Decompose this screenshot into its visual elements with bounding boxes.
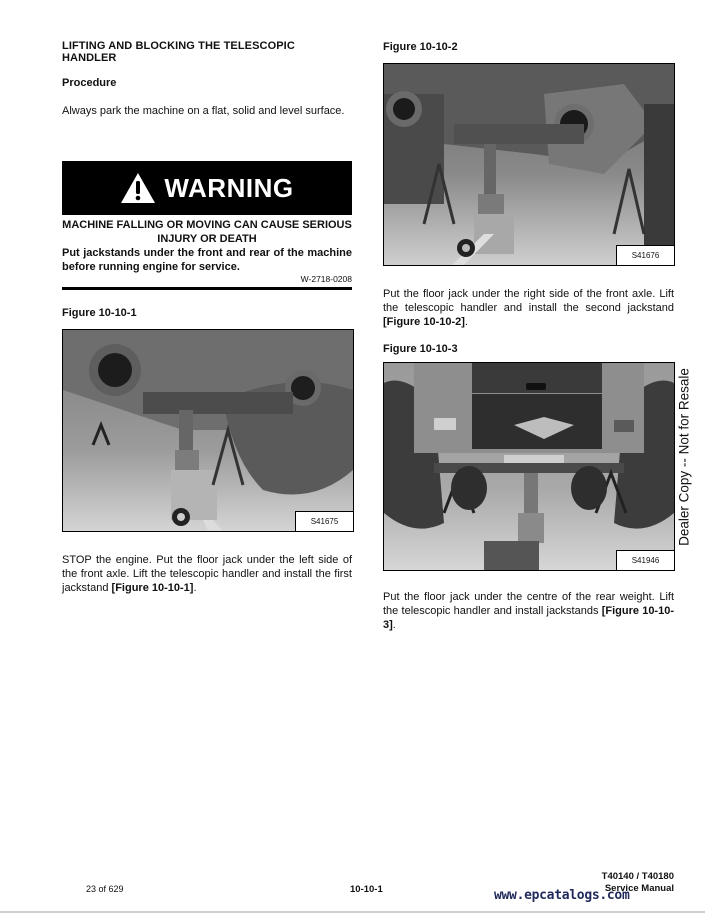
intro-paragraph: Always park the machine on a flat, solid and level surface. [62, 105, 345, 117]
figure-2-photo [383, 63, 675, 266]
figure-1-id: S41675 [295, 511, 354, 532]
warning-code: W-2718-0208 [300, 274, 352, 284]
warning-label: WARNING [164, 172, 294, 203]
warning-headline: MACHINE FALLING OR MOVING CAN CAUSE SERIOUS INJURY OR DEATH [62, 219, 352, 245]
website-link[interactable]: www.epcatalogs.com [494, 888, 630, 903]
step-3-text: Put the floor jack under the centre of the rear weight. Lift the telescopic handler and install jackstands [Figure 10-10-3]. [383, 591, 674, 631]
page-counter: 23 of 629 [86, 884, 124, 894]
section-number: 10-10-1 [350, 884, 383, 895]
figure-1-photo [62, 329, 354, 532]
photo-front-axle-right-jack [384, 64, 674, 265]
photo-rear-weight-jack [384, 363, 674, 570]
figure-3-photo [383, 362, 675, 571]
figure-2-label: Figure 10-10-2 [383, 41, 458, 53]
figure-1-reference[interactable]: [Figure 10-10-1] [111, 582, 194, 594]
photo-front-axle-left-jack [63, 330, 353, 531]
page-bottom-border [0, 911, 705, 913]
step-1-text: STOP the engine. Put the floor jack under the left side of the front axle. Lift the telescopic handler and install the first jackstand [Figure 10-10-1]. [62, 554, 352, 594]
figure-3-id: S41946 [616, 550, 675, 571]
figure-3-reference[interactable]: [Figure 10-10-3] [383, 605, 674, 631]
step-2-text: Put the floor jack under the right side of the front axle. Lift the telescopic handler and install the second jackstand [Figure 10-10-2]. [383, 288, 674, 328]
figure-3-label: Figure 10-10-3 [383, 343, 458, 355]
figure-2-reference[interactable]: [Figure 10-10-2] [383, 316, 465, 328]
dealer-copy-watermark: Dealer Copy -- Not for Resale [676, 368, 692, 546]
section-title: LIFTING AND BLOCKING THE TELESCOPIC HANDLER [62, 40, 295, 64]
warning-banner [62, 161, 352, 215]
figure-2-id: S41676 [616, 245, 675, 266]
warning-divider [62, 287, 352, 290]
manual-type: Service Manual [604, 883, 674, 894]
procedure-heading: Procedure [62, 77, 117, 89]
warning-body: Put jackstands under the front and rear of the machine before running engine for service. [62, 247, 352, 273]
warning-triangle-icon [120, 172, 156, 204]
figure-1-label: Figure 10-10-1 [62, 307, 137, 319]
model-number: T40140 / T40180 [601, 871, 674, 882]
